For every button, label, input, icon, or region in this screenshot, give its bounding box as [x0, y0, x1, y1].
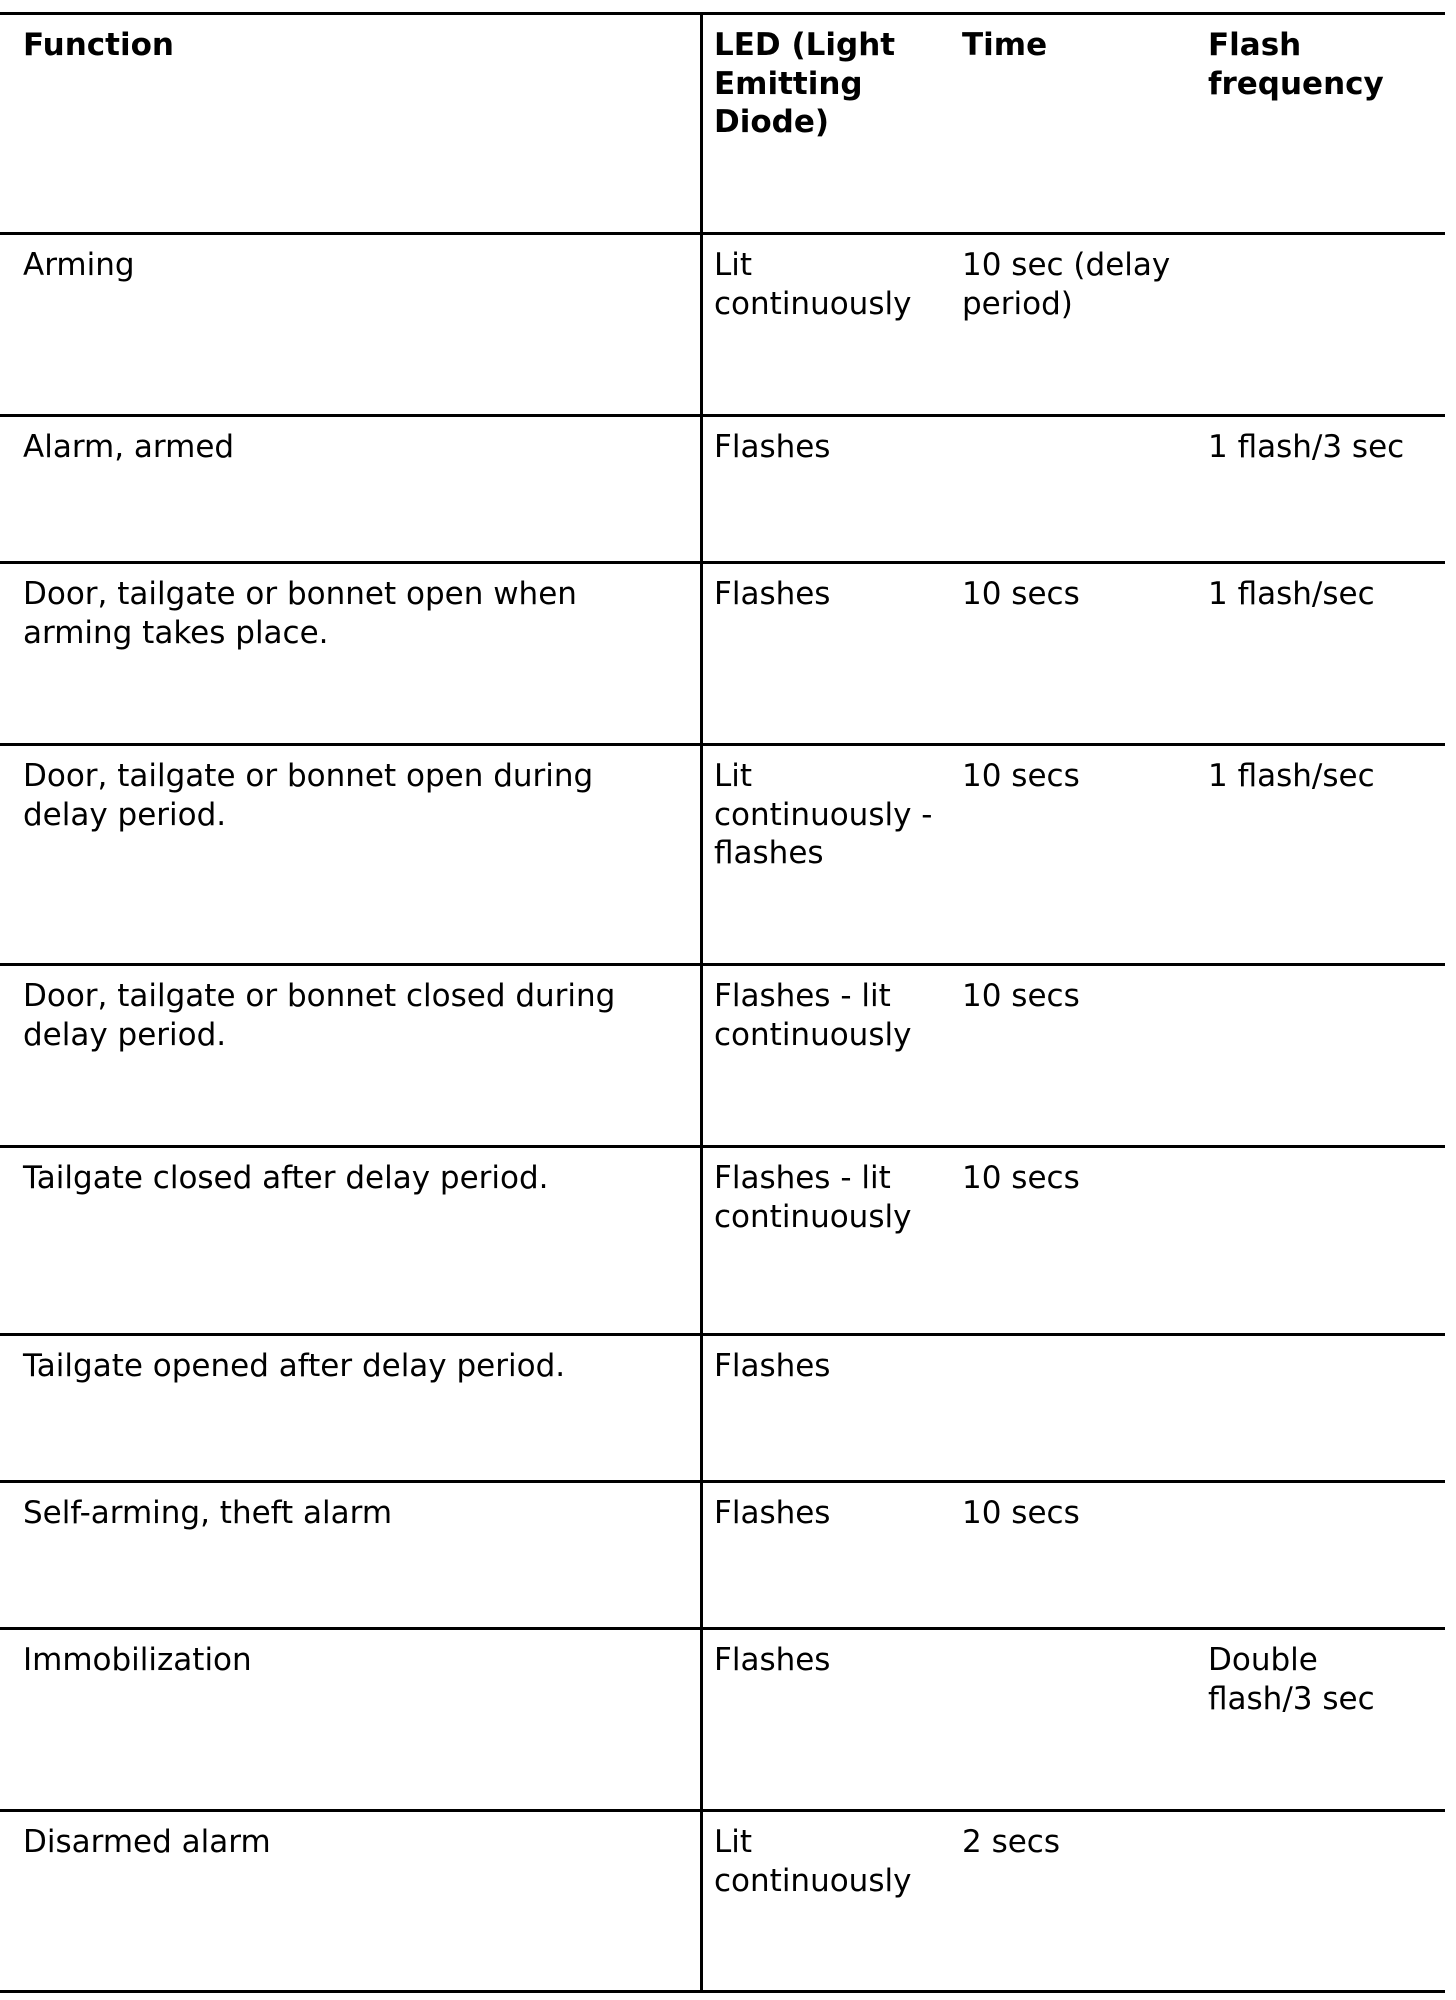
cell-time: 2 secs: [962, 1824, 1060, 1860]
column-divider: [700, 12, 703, 1990]
header-function: Function: [23, 27, 174, 63]
cell-time: [962, 417, 1202, 428]
cell-function: Door, tailgate or bonnet open when arming takes place.: [23, 576, 577, 651]
cell-flash-frequency: Double flash/3 sec: [1208, 1642, 1375, 1717]
table-row: [0, 232, 1445, 414]
cell-led: Flashes: [714, 576, 831, 612]
cell-function: Arming: [23, 247, 135, 283]
cell-flash-frequency: [1208, 1148, 1445, 1159]
cell-function: Disarmed alarm: [23, 1824, 271, 1860]
cell-led: Flashes: [714, 1495, 831, 1531]
cell-function: Tailgate opened after delay period.: [23, 1348, 566, 1384]
cell-function: Door, tailgate or bonnet open during delay period.: [23, 758, 594, 833]
cell-led: Flashes - lit continuously: [714, 978, 912, 1053]
cell-function: Immobilization: [23, 1642, 252, 1678]
cell-flash-frequency: [1208, 1812, 1445, 1823]
cell-led: Flashes: [714, 429, 831, 465]
table-row: [0, 1809, 1445, 1993]
cell-led: Lit continuously: [714, 247, 912, 322]
header-time: Time: [962, 27, 1048, 63]
header-led: LED (Light Emitting Diode): [714, 27, 896, 140]
cell-time: 10 secs: [962, 758, 1080, 794]
cell-time: 10 secs: [962, 1160, 1080, 1196]
cell-flash-frequency: [1208, 966, 1445, 977]
table-row: [0, 1627, 1445, 1809]
cell-flash-frequency: [1208, 1483, 1445, 1494]
header-flash-frequency: Flash frequency: [1208, 27, 1384, 102]
cell-time: 10 secs: [962, 978, 1080, 1014]
cell-flash-frequency: [1208, 235, 1445, 246]
table-header-row: [0, 12, 1445, 232]
cell-time: 10 secs: [962, 576, 1080, 612]
cell-function: Alarm, armed: [23, 429, 235, 465]
cell-function: Door, tailgate or bonnet closed during delay period.: [23, 978, 616, 1053]
cell-led: Flashes - lit continuously: [714, 1160, 912, 1235]
cell-time: 10 secs: [962, 1495, 1080, 1531]
table-row: [0, 1145, 1445, 1333]
table-row: [0, 743, 1445, 963]
cell-time: [962, 1336, 1202, 1347]
cell-led: Lit continuously - flashes: [714, 758, 933, 871]
cell-led: Flashes: [714, 1642, 831, 1678]
table-row: [0, 1480, 1445, 1627]
table-row: [0, 414, 1445, 561]
cell-led: Flashes: [714, 1348, 831, 1384]
cell-time: [962, 1630, 1202, 1641]
cell-time: 10 sec (delay period): [962, 247, 1171, 322]
table-row: [0, 963, 1445, 1145]
cell-flash-frequency: 1 flash/3 sec: [1208, 429, 1405, 465]
table-row: [0, 1333, 1445, 1480]
cell-flash-frequency: [1208, 1336, 1445, 1347]
cell-flash-frequency: 1 flash/sec: [1208, 758, 1375, 794]
table-row: [0, 561, 1445, 743]
cell-function: Self-arming, theft alarm: [23, 1495, 393, 1531]
cell-flash-frequency: 1 flash/sec: [1208, 576, 1375, 612]
led-function-table: [0, 12, 1445, 1993]
cell-function: Tailgate closed after delay period.: [23, 1160, 549, 1196]
cell-led: Lit continuously: [714, 1824, 912, 1899]
